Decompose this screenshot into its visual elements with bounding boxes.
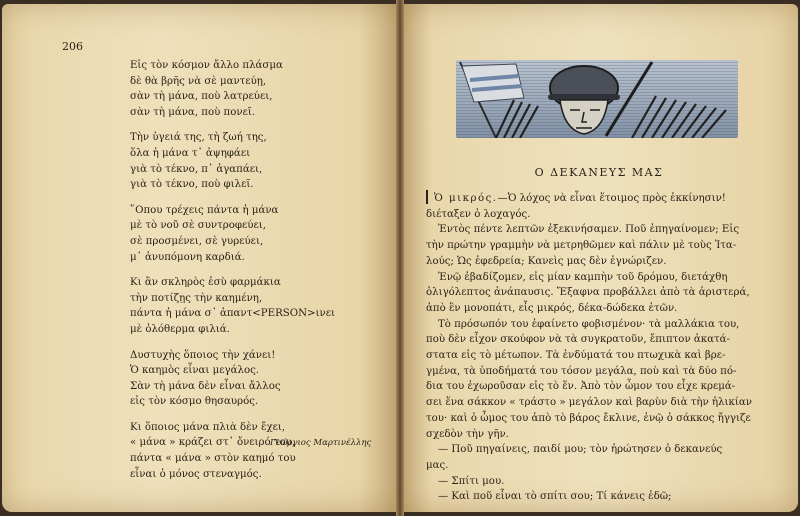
poem-line: γιὰ τὸ τέκνο, ποὺ φιλεῖ. [130,179,254,191]
poem-line: Ὁ καημὸς εἶναι μεγάλος. [130,365,260,377]
text-line [426,207,744,223]
poem-line: « μάνα » κράζει στ᾿ ὄνειρό του, [130,437,296,449]
text-span: σχεδὸν τὴν γῆν. [426,428,509,440]
poem-stanza [130,348,380,410]
poem-line: εἰς τὸν κόσμο θησαυρός. [130,396,259,408]
text-span: στατα εἰς τὸ μέτωπον. Τὰ ἐνδύματά του πτωχικὰ καὶ βρε- [426,350,726,362]
poem-line: γιὰ τὸ τέκνο, π᾿ ἀγαπάει, [130,163,263,175]
text-line [426,270,744,286]
text-line [426,474,744,490]
text-line [426,332,744,348]
text-line [426,348,744,364]
poem-line: Κι ὅποιος μάνα πλιὰ δὲν ἔχει, [130,421,286,433]
poem-line: σὰν τὴ μάνα, ποὺ πονεῖ. [130,106,256,118]
poem-line: μὲ ὁλόθερμα φιλιά. [130,323,230,335]
text-span: Ἐντὸς πέντε λεπτῶν ἐξεκινήσαμεν. Ποῦ ἐπηγαίνομεν; Εἰς [438,224,740,236]
poem-line: τὴν ποτίζῃς τὴν καημένη, [130,292,263,304]
text-line [426,489,744,505]
text-line [426,364,744,380]
story-text [426,190,752,505]
chapter-title: Ο ΔΕΚΑΝΕΥΣ ΜΑΣ [534,166,664,179]
paragraph [426,190,744,222]
soldier-illustration [456,60,738,138]
text-line [426,190,744,207]
poem-line: μ᾿ ἀνυπόμονη καρδιά. [130,251,245,263]
poem-stanza [130,275,380,337]
paragraph [426,474,744,490]
text-span: λούς; Ὡς ἐφεδρεία; Κανεὶς μας δὲν ἐγνώριζεν. [426,255,667,267]
text-span: — Σπίτι μου. [438,475,505,487]
poem-line: μὲ τὸ νοῦ σὲ συντροφεύει, [130,220,266,232]
text-span: διέταξεν ὁ λοχαγός. [426,208,531,220]
poem-line: ῞Οπου τρέχεις πάντα ἡ μάνα [130,204,279,216]
text-span: ἀπὸ ἓν μονοπάτι, εἷς μικρός, δέκα-δώδεκα ἐτῶν. [426,302,678,314]
poem [130,58,380,492]
poem-line: πάντα « μάνα » στὸν καημό του [130,453,296,465]
poem-line: δὲ θὰ βρῆς νὰ σὲ μαντεύῃ, [130,75,267,87]
paragraph [426,317,752,443]
text-span: τὴν πρώτην γραμμὴν νὰ μετρηθῶμεν καὶ πάλιν μὲ τοὺς Ἰτα- [426,240,737,252]
text-line [426,411,751,427]
spaced-heading-word: Ὁ μικρός. [434,193,498,204]
text-line [426,222,744,238]
book-gutter [396,0,404,516]
opening-mark [426,190,428,204]
text-line [426,458,744,474]
poem-line: σὲ προσμένει, σὲ γυρεύει, [130,235,264,247]
text-line [426,285,750,301]
text-line [426,442,744,458]
poem-stanza [130,203,380,265]
poem-line: σὰν τὴ μάνα, ποὺ λατρεύει, [130,91,273,103]
poem-line: πάντα ἡ μάνα σ᾿ ἀπαντ<PERSON>ινει [130,308,335,320]
poem-stanza [130,130,380,192]
poem-line: εἶναι ὁ μόνος στεναγμός. [130,468,262,480]
text-span: — Ποῦ πηγαίνεις, παιδί μου; τὸν ἠρώτησεν ὁ δεκανεύς [438,444,723,456]
poem-line: Σὰν τὴ μάνα δὲν εἶναι ἄλλος [130,380,281,392]
poem-line: ὅλα ἡ μάνα τ᾿ ἀψηφάει [130,147,251,159]
text-span: — Καὶ ποῦ εἶναι τὸ σπίτι σου; Τί κάνεις ἐδῶ; [438,491,672,503]
text-span: γμένα, τὰ ὑποδήματά του τόσον μεγάλα, ποὺ καὶ τὰ δύο πό- [426,365,737,377]
text-line [426,427,744,443]
text-line [426,238,744,254]
text-span: μας. [426,459,449,471]
text-span: Τὸ πρόσωπόν του ἐφαίνετο φοβισμένον· τὰ μαλλάκια του, [438,318,740,330]
text-line [426,317,744,333]
poem-line: Τὴν ὑγειά της, τὴ ζωή της, [130,132,267,144]
text-line [426,395,752,411]
paragraph [426,442,744,473]
text-line [426,301,744,317]
paragraph [426,270,750,317]
text-span: σει ἕνα σάκκον « τράστο » μεγάλον καὶ βαρὺν διὰ τὴν ἡλικίαν [426,397,752,409]
text-span: δια του ἐχωροῦσαν εἰς τὸ ἕν. Ἀπὸ τὸν ὦμον του εἶχε κρεμά- [426,381,736,393]
paragraph [426,222,744,269]
text-span: Ἐνῷ ἐβαδίζομεν, εἰς μίαν καμπὴν τοῦ δρόμου, διετάχθη [438,271,728,283]
text-line [426,254,744,270]
text-span: του· καὶ ὁ ὦμος του ἀπὸ τὸ βάρος ἔκλινε, ἐνῷ ὁ σάκκος ἤγγιζε [426,412,751,424]
poem-line: Εἰς τὸν κόσμον ἄλλο πλάσμα [130,60,283,71]
poem-line: Δυστυχὴς ὅποιος τὴν χάνει! [130,349,276,361]
poem-stanza [130,58,380,120]
poem-line: Κι ἂν σκληρὸς ἐσὺ φαρμάκια [130,277,281,289]
poem-signature: Γεώργιος Μαρτινέλλης [270,438,372,448]
text-span: ποὺ δὲν εἶχον σκούφον νὰ τὰ συγκρατοῦν, ἔπιπτον ἀκατά- [426,334,730,346]
text-span: —Ὁ λόχος νὰ εἶναι ἕτοιμος πρὸς ἐκκίνησιν! [497,193,726,204]
text-line [426,379,744,395]
poem-stanza [130,420,380,482]
soldier-engraving-icon [456,60,738,138]
text-span: ὀλιγόλεπτος ἀνάπαυσις. Ἔξαφνα προβάλλει ἀπὸ τὰ ἀριστερά, [426,287,750,299]
paragraph [426,489,744,505]
page-number: 206 [62,40,83,53]
